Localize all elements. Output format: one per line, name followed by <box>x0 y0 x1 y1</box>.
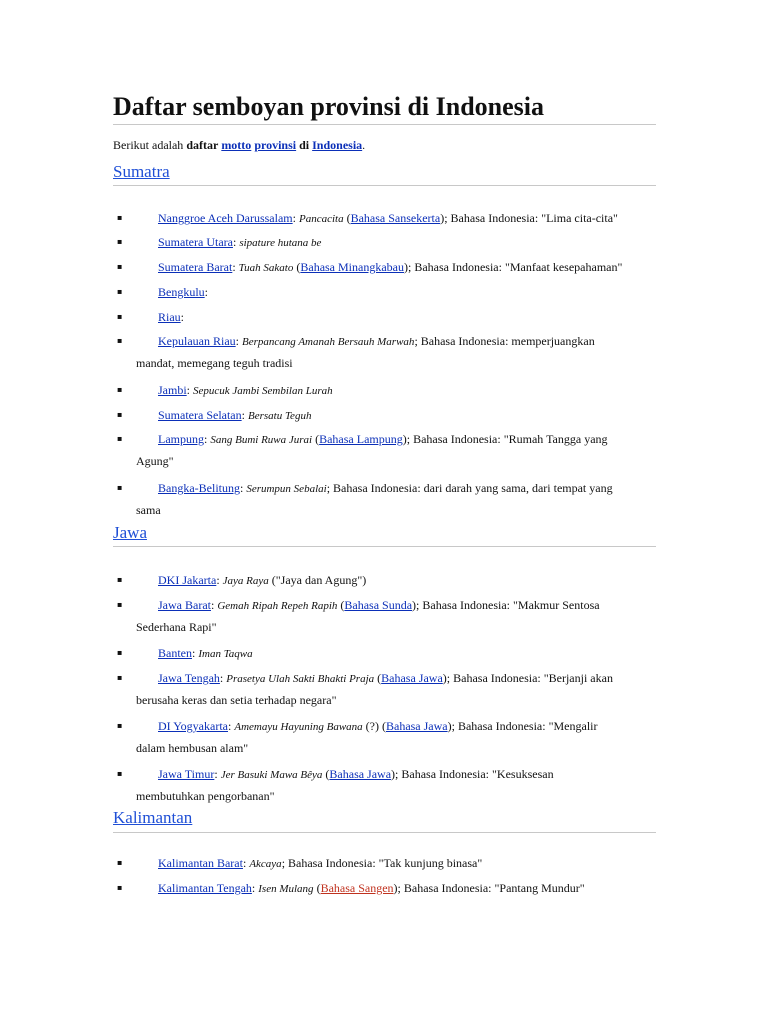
list-item-line <box>158 594 600 617</box>
separator-text: : <box>204 432 211 446</box>
section-heading-sumatra[interactable]: Sumatra <box>113 162 170 181</box>
paren-text: ( <box>337 598 345 612</box>
motto-text: Jaya Raya <box>222 575 269 587</box>
list-item-line <box>158 715 597 738</box>
motto-text: Gemah Ripah Repeh Rapih <box>217 600 338 612</box>
province-link[interactable]: Kepulauan Riau <box>158 334 236 348</box>
separator-text: : <box>204 285 209 299</box>
bullet-icon: ▪ <box>117 410 123 419</box>
province-link[interactable]: Jawa Tengah <box>158 671 220 685</box>
province-link[interactable]: Sumatera Utara <box>158 235 233 249</box>
province-link[interactable]: Kalimantan Tengah <box>158 881 252 895</box>
language-link[interactable]: Bahasa Jawa <box>385 719 448 733</box>
bullet-icon: ▪ <box>117 312 123 321</box>
bullet-icon: ▪ <box>117 237 123 246</box>
province-link[interactable]: Nanggroe Aceh Darussalam <box>158 211 293 225</box>
province-link[interactable]: Jambi <box>158 383 187 397</box>
paren-text: ( <box>343 211 351 225</box>
list-item-line <box>158 852 482 875</box>
title-divider <box>113 124 656 125</box>
separator-text: : <box>219 671 227 685</box>
bullet-icon: ▪ <box>117 385 123 394</box>
province-link[interactable]: Riau <box>158 310 181 324</box>
list-item-line <box>158 642 253 665</box>
province-link[interactable]: Kalimantan Barat <box>158 856 243 870</box>
intro-bold-daftar: daftar <box>186 138 219 152</box>
list-item-continuation: Agung" <box>136 454 174 468</box>
language-link[interactable]: Bahasa Jawa <box>381 671 443 685</box>
bullet-icon: ▪ <box>117 858 123 867</box>
intro-link-indonesia[interactable]: Indonesia <box>312 138 363 152</box>
motto-text: Serumpun Sebalai <box>246 483 327 495</box>
section-divider-jawa <box>113 546 656 547</box>
province-link[interactable]: Sumatera Selatan <box>158 408 242 422</box>
separator-text: : <box>192 646 199 660</box>
paren-text: ( <box>293 260 301 274</box>
list-item-line <box>158 330 595 353</box>
province-link[interactable]: Sumatera Barat <box>158 260 233 274</box>
province-link[interactable]: Jawa Timur <box>158 767 215 781</box>
list-item-continuation: mandat, memegang teguh tradisi <box>136 356 293 370</box>
separator-text: : <box>242 856 250 870</box>
separator-text: : <box>241 408 248 422</box>
separator-text: : <box>292 211 299 225</box>
separator-text: : <box>232 260 239 274</box>
province-link[interactable]: Banten <box>158 646 192 660</box>
list-item-line <box>158 569 366 592</box>
list-item-line <box>158 477 613 500</box>
motto-text: sipature hutana be <box>239 237 322 249</box>
separator-text: : <box>232 235 240 249</box>
translation-text: ); Bahasa Indonesia: "Makmur Sentosa <box>412 598 600 612</box>
bullet-icon: ▪ <box>117 287 123 296</box>
list-item-continuation: dalam hembusan alam" <box>136 741 249 755</box>
bullet-icon: ▪ <box>117 336 123 345</box>
separator-text: : <box>186 383 194 397</box>
province-link[interactable]: Bengkulu <box>158 285 205 299</box>
paren-text: ( <box>312 432 320 446</box>
paren-text: ( <box>374 671 382 685</box>
language-link[interactable]: Bahasa Jawa <box>329 767 392 781</box>
bullet-icon: ▪ <box>117 600 123 609</box>
motto-text: Amemayu Hayuning Bawana <box>234 721 363 733</box>
separator-text: : <box>210 598 218 612</box>
list-item-continuation: berusaha keras dan setia terhadap negara" <box>136 693 337 707</box>
motto-text: Jer Basuki Mawa Bêya <box>220 769 323 781</box>
motto-text: Tuah Sakato <box>238 262 294 274</box>
list-item-line <box>158 306 184 328</box>
list-item-continuation: membutuhkan pengorbanan" <box>136 789 275 803</box>
language-link[interactable]: Bahasa Lampung <box>319 432 403 446</box>
translation-text: ; Bahasa Indonesia: dari darah yang sama, dari tempat yang <box>326 481 613 495</box>
separator-text: : <box>228 719 235 733</box>
separator-text: : <box>216 573 223 587</box>
paren-text: ( <box>313 881 321 895</box>
list-item-line <box>158 428 608 451</box>
list-item-line <box>158 877 585 900</box>
translation-text: ); Bahasa Indonesia: "Lima cita-cita" <box>440 211 618 225</box>
language-link[interactable]: Bahasa Sansekerta <box>350 211 441 225</box>
list-item-line <box>158 207 618 230</box>
list-item-line <box>158 256 622 279</box>
language-link[interactable]: Bahasa Minangkabau <box>300 260 404 274</box>
motto-text: Iman Taqwa <box>198 648 253 660</box>
list-item-line <box>158 404 311 427</box>
intro-link-motto[interactable]: motto <box>221 138 252 152</box>
translation-text: ("Jaya dan Agung") <box>268 573 367 587</box>
separator-text: : <box>239 481 247 495</box>
intro-bold-di: di <box>299 138 310 152</box>
list-item-continuation: Sederhana Rapi" <box>136 620 217 634</box>
separator-text: : <box>180 310 185 324</box>
intro-prefix: Berikut adalah <box>113 138 187 152</box>
bullet-icon: ▪ <box>117 483 123 492</box>
intro-link-provinsi[interactable]: provinsi <box>254 138 297 152</box>
motto-text: Pancacita <box>298 213 344 225</box>
bullet-icon: ▪ <box>117 213 123 222</box>
bullet-icon: ▪ <box>117 673 123 682</box>
bullet-icon: ▪ <box>117 883 123 892</box>
translation-text: ; Bahasa Indonesia: "Tak kunjung binasa" <box>281 856 483 870</box>
bullet-icon: ▪ <box>117 434 123 443</box>
list-item-line <box>158 763 554 786</box>
motto-text: Bersatu Teguh <box>247 410 312 422</box>
motto-text: Isen Mulang <box>258 883 314 895</box>
separator-text: : <box>235 334 242 348</box>
translation-text: ); Bahasa Indonesia: "Rumah Tangga yang <box>402 432 608 446</box>
motto-text: Sang Bumi Ruwa Jurai <box>210 434 313 446</box>
language-link[interactable]: Bahasa Sangen <box>320 881 394 895</box>
section-heading-jawa[interactable]: Jawa <box>113 523 147 542</box>
list-item-line <box>158 231 321 254</box>
bullet-icon: ▪ <box>117 648 123 657</box>
bullet-icon: ▪ <box>117 575 123 584</box>
section-heading-kalimantan[interactable]: Kalimantan <box>113 808 193 827</box>
province-link[interactable]: DI Yogyakarta <box>158 719 228 733</box>
translation-text: ); Bahasa Indonesia: "Mengalir <box>447 719 598 733</box>
province-link[interactable]: Bangka-Belitung <box>158 481 240 495</box>
translation-text: ); Bahasa Indonesia: "Manfaat kesepahaman" <box>404 260 623 274</box>
list-item-line <box>158 379 333 402</box>
list-item-continuation: sama <box>136 503 161 517</box>
list-item-line <box>158 281 208 303</box>
separator-text: : <box>251 881 259 895</box>
translation-text: ); Bahasa Indonesia: "Kesuksesan <box>391 767 554 781</box>
translation-text: ); Bahasa Indonesia: "Berjanji akan <box>442 671 613 685</box>
separator-text: : <box>214 767 221 781</box>
paren-text: ( <box>322 767 330 781</box>
motto-text: Akcaya <box>249 858 282 870</box>
page-title: Daftar semboyan provinsi di Indonesia <box>113 92 545 121</box>
bullet-icon: ▪ <box>117 721 123 730</box>
section-divider-sumatra <box>113 185 656 186</box>
language-link[interactable]: Bahasa Sunda <box>344 598 413 612</box>
translation-text: ); Bahasa Indonesia: "Pantang Mundur" <box>393 881 585 895</box>
motto-text: Berpancang Amanah Bersauh Marwah <box>242 336 415 348</box>
province-link[interactable]: DKI Jakarta <box>158 573 217 587</box>
province-link[interactable]: Jawa Barat <box>158 598 211 612</box>
section-divider-kalimantan <box>113 832 656 833</box>
paren-text: (?) ( <box>362 719 386 733</box>
list-item-line <box>158 667 613 690</box>
bullet-icon: ▪ <box>117 769 123 778</box>
motto-text: Sepucuk Jambi Sembilan Lurah <box>193 385 333 397</box>
province-link[interactable]: Lampung <box>158 432 204 446</box>
motto-text: Prasetya Ulah Sakti Bhakti Praja <box>226 673 375 685</box>
translation-text: ; Bahasa Indonesia: memperjuangkan <box>414 334 595 348</box>
intro-paragraph <box>113 136 365 154</box>
intro-suffix: . <box>362 138 366 152</box>
bullet-icon: ▪ <box>117 262 123 271</box>
